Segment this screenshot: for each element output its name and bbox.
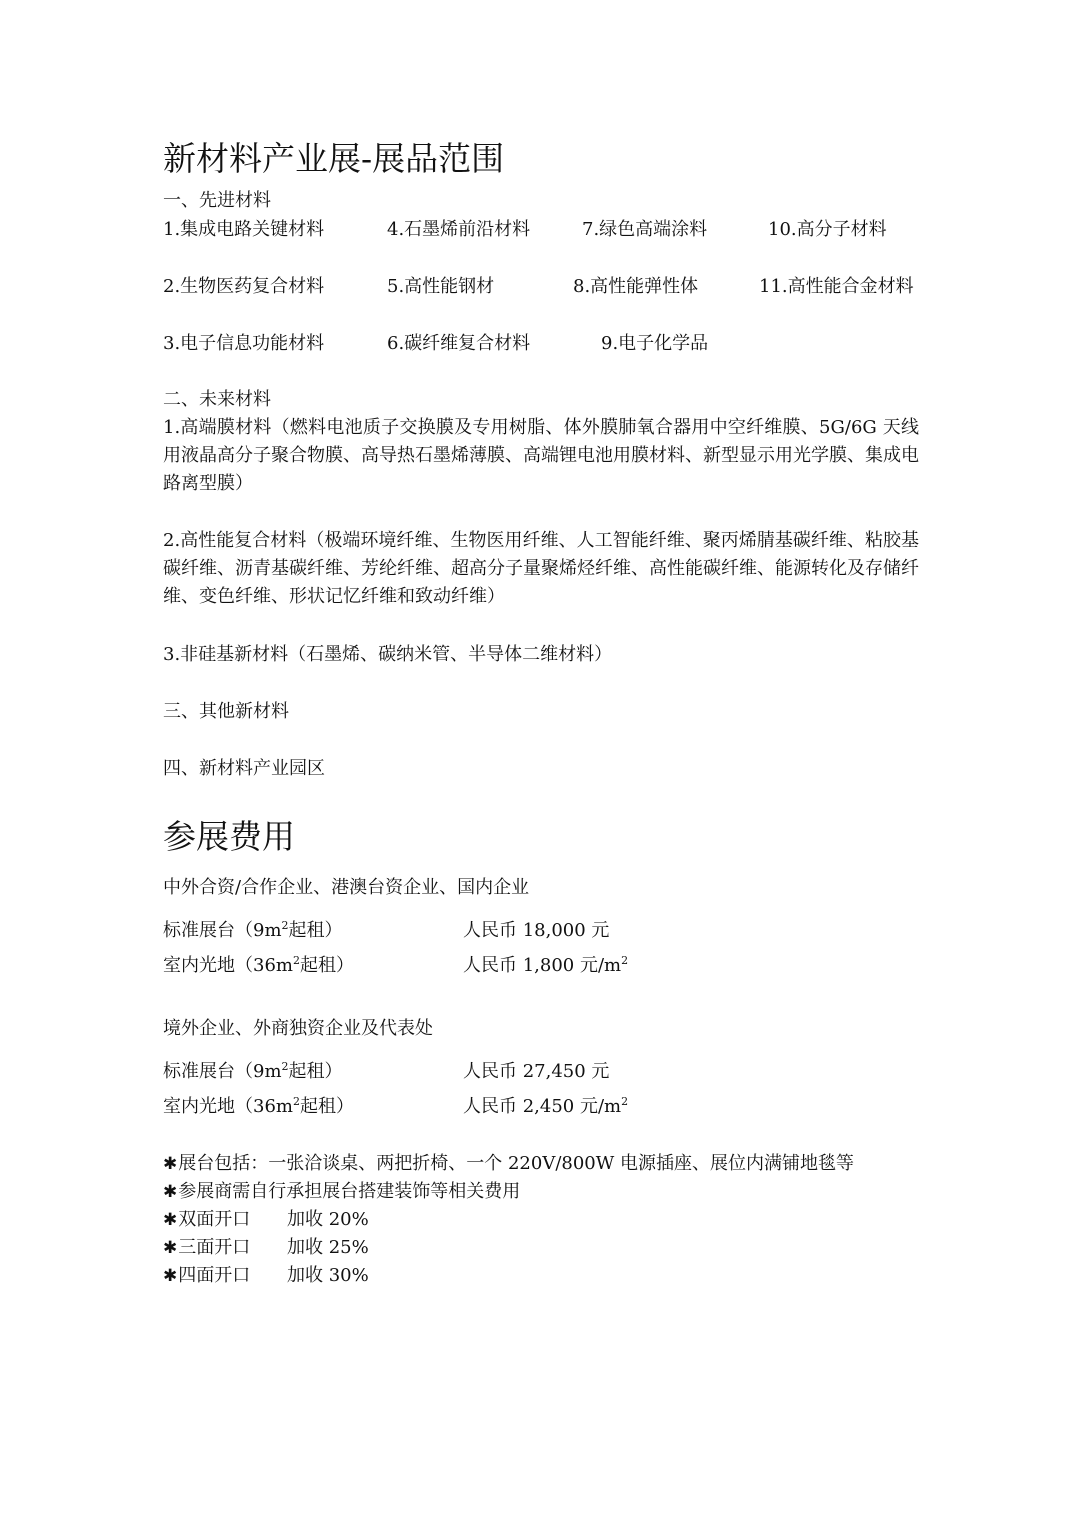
- note-construction-costs: ✱参展商需自行承担展台搭建装饰等相关费用: [163, 1181, 521, 1202]
- list-item: 10.高分子材料: [768, 219, 887, 240]
- section-future-materials-heading: 二、未来材料: [163, 389, 271, 410]
- list-item: 11.高性能合金材料: [759, 276, 914, 297]
- list-item: 9.电子化学品: [601, 333, 709, 354]
- surcharge-three-sides: ✱三面开口: [163, 1237, 251, 1258]
- list-item: 8.高性能弹性体: [573, 276, 699, 297]
- fee-raw-space-price: 人民币 2,450 元$/m^2$: [463, 1095, 629, 1117]
- fee-raw-space-price: 人民币 1,800 元$/m^2$: [463, 954, 629, 976]
- exhibits-title: 新材料产业展-展品范围: [163, 139, 505, 178]
- note-booth-includes: ✱展台包括：一张洽谈桌、两把折椅、一个 220V/800W 电源插座、展位内满铺地毯等: [163, 1153, 854, 1174]
- list-item: 4.石墨烯前沿材料: [387, 219, 531, 240]
- fee-group-foreign-heading: 境外企业、外商独资企业及代表处: [163, 1018, 433, 1039]
- asterisk-icon: ✱: [163, 1182, 178, 1202]
- section-advanced-materials-heading: 一、先进材料: [163, 190, 271, 211]
- paragraph-composite-materials: 2.高性能复合材料（极端环境纤维、生物医用纤维、人工智能纤维、聚丙烯腈基碳纤维、粘胶基碳纤维、沥青基碳纤维、芳纶纤维、超高分子量聚烯烃纤维、高性能碳纤维、能源转化及存储纤维、变色纤维、形状记忆纤维和致动纤维）: [163, 530, 919, 607]
- paragraph-membrane-materials: 1.高端膜材料（燃料电池质子交换膜及专用树脂、体外膜肺氧合器用中空纤维膜、5G/6G 天线用液晶高分子聚合物膜、高导热石墨烯薄膜、高端锂电池用膜材料、新型显示用光学膜、集成电路离型膜）: [163, 417, 919, 494]
- surcharge-four-sides-value: 加收 30%: [287, 1265, 369, 1286]
- fee-standard-booth-price: 人民币 27,450 元: [463, 1061, 610, 1082]
- asterisk-icon: ✱: [163, 1210, 178, 1230]
- list-item: 1.集成电路关键材料: [163, 219, 325, 240]
- asterisk-icon: ✱: [163, 1238, 178, 1258]
- fee-standard-booth-label: 标准展台（$9m^2$起租）: [163, 919, 343, 941]
- fees-title: 参展费用: [163, 817, 295, 856]
- fee-standard-booth-label: 标准展台（$9m^2$起租）: [163, 1060, 343, 1082]
- fee-raw-space-label: 室内光地（$36m^2$起租）: [163, 954, 354, 976]
- surcharge-two-sides-value: 加收 20%: [287, 1209, 369, 1230]
- asterisk-icon: ✱: [163, 1154, 178, 1174]
- fee-standard-booth-price: 人民币 18,000 元: [463, 920, 610, 941]
- surcharge-two-sides: ✱双面开口: [163, 1209, 251, 1230]
- list-item: 6.碳纤维复合材料: [387, 333, 531, 354]
- list-item: 5.高性能钢材: [387, 276, 495, 297]
- list-item: 2.生物医药复合材料: [163, 276, 325, 297]
- list-item: 3.电子信息功能材料: [163, 333, 325, 354]
- surcharge-three-sides-value: 加收 25%: [287, 1237, 369, 1258]
- surcharge-four-sides: ✱四面开口: [163, 1265, 251, 1286]
- asterisk-icon: ✱: [163, 1266, 178, 1286]
- section-other-materials-heading: 三、其他新材料: [163, 701, 289, 722]
- section-industrial-park-heading: 四、新材料产业园区: [163, 758, 325, 779]
- paragraph-non-silicon-materials: 3.非硅基新材料（石墨烯、碳纳米管、半导体二维材料）: [163, 644, 613, 665]
- fee-raw-space-label: 室内光地（$36m^2$起租）: [163, 1095, 354, 1117]
- list-item: 7.绿色高端涂料: [582, 219, 708, 240]
- fee-group-domestic-heading: 中外合资/合作企业、港澳台资企业、国内企业: [163, 877, 530, 898]
